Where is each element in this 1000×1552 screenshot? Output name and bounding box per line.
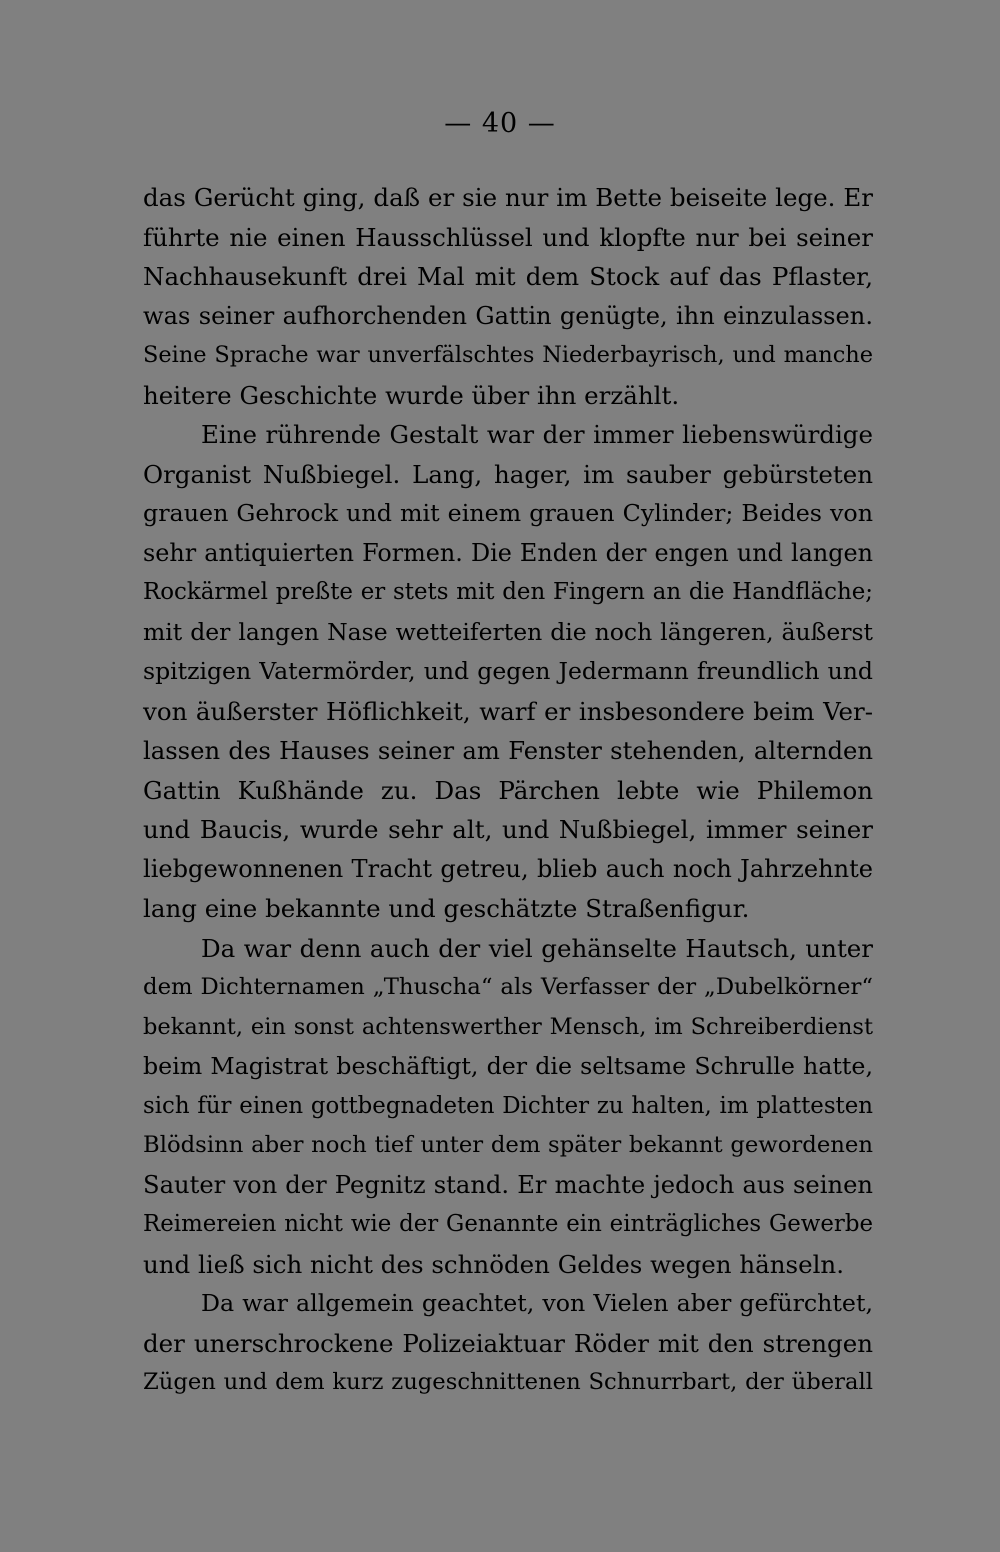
text-line: und Baucis, wurde sehr alt, und Nußbiegel, immer seiner (143, 815, 873, 844)
text-line: spitzigen Vatermörder, und gegen Jedermann freundlich und (143, 657, 873, 685)
text-line: Reimereien nicht wie der Genannte ein einträgliches Gewerbe (143, 1211, 873, 1237)
text-line: das Gerücht ging, daß er sie nur im Bette beiseite lege. Er (143, 183, 873, 212)
text-line: Nachhausekunft drei Mal mit dem Stock auf das Pflaster, (143, 262, 873, 291)
text-line: Blödsinn aber noch tief unter dem später bekannt gewordenen (143, 1132, 873, 1158)
text-line: grauen Gehrock und mit einem grauen Cylinder; Beides von (143, 499, 873, 527)
text-line: Gattin Kußhände zu. Das Pärchen lebte wie Philemon (143, 775, 873, 805)
text-line: sich für einen gottbegnadeten Dichter zu halten, im plattesten (143, 1092, 873, 1119)
text-line: der unerschrockene Polizeiaktuar Röder mit den strengen (143, 1328, 873, 1358)
text-line: Organist Nußbiegel. Lang, hager, im sauber gebürsteten (143, 459, 873, 489)
text-line: sehr antiquierten Formen. Die Enden der engen und langen (143, 538, 873, 567)
text-line: von äußerster Höflichkeit, warf er insbesondere beim Ver- (143, 696, 873, 726)
paragraph-start-line: Da war allgemein geachtet, von Vielen aber gefürchtet, (201, 1289, 873, 1317)
text-line: lassen des Hauses seiner am Fenster stehenden, alternden (143, 736, 873, 765)
text-line: liebgewonnenen Tracht getreu, blieb auch noch Jahrzehnte (143, 854, 873, 883)
text-line: und ließ sich nicht des schnöden Geldes wegen hänseln. (143, 1249, 845, 1279)
paragraph-start-line: Da war denn auch der viel gehänselte Hautsch, unter (201, 933, 873, 963)
text-line: bekannt, ein sonst achtenswerther Mensch, im Schreiberdienst (143, 1013, 873, 1040)
text-line: Zügen und dem kurz zugeschnittenen Schnurrbart, der überall (143, 1369, 873, 1395)
page-number: — 40 — (444, 108, 556, 139)
text-line: Sauter von der Pegnitz stand. Er machte jedoch aus seinen (143, 1170, 873, 1199)
paragraph-start-line: Eine rührende Gestalt war der immer liebenswürdige (201, 420, 873, 449)
text-line: dem Dichternamen „Thuscha“ als Verfasser der „Dubelkörner“ (143, 974, 873, 1000)
text-line: mit der langen Nase wetteiferten die noch längeren, äußerst (143, 617, 873, 646)
text-line: Rockärmel preßte er stets mit den Fingern an die Handfläche; (143, 579, 873, 605)
text-line: Seine Sprache war unverfälschtes Niederbayrisch, und manche (143, 342, 873, 368)
text-line: was seiner aufhorchenden Gattin genügte, ihn einzulassen. (143, 301, 873, 330)
text-line: führte nie einen Hausschlüssel und klopfte nur bei seiner (143, 222, 873, 252)
text-line: heitere Geschichte wurde über ihn erzählt. (143, 380, 680, 410)
body-text (143, 178, 873, 1403)
text-line: beim Magistrat beschäftigt, der die seltsame Schrulle hatte, (143, 1052, 873, 1080)
text-line: lang eine bekannte und geschätzte Straßenfigur. (143, 894, 750, 923)
